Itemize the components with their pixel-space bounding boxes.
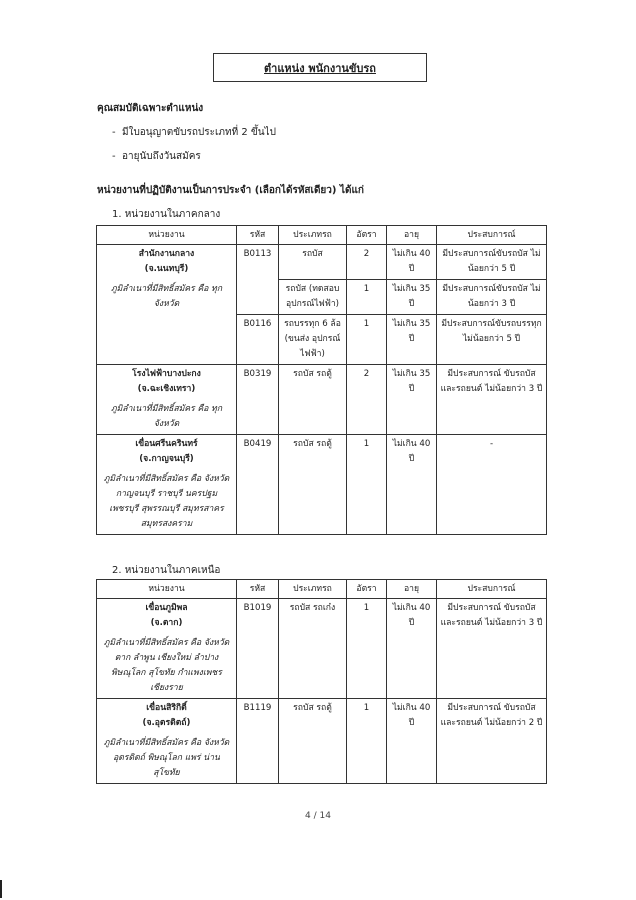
unit-cell bbox=[97, 435, 237, 535]
age-cell: ไม่เกิน 40 ปี bbox=[387, 435, 437, 535]
experience-cell: มีประสบการณ์ ขับรถบัสและรถยนต์ ไม่น้อยกว่า 3 ปี bbox=[437, 365, 547, 435]
vehicle-cell: รถบัส รถตู้ bbox=[279, 699, 347, 784]
age-cell: ไม่เกิน 40 ปี bbox=[387, 699, 437, 784]
col-header-vehicle: ประเภทรถ bbox=[279, 580, 347, 599]
code-cell: B0319 bbox=[237, 365, 279, 435]
code-cell: B0116 bbox=[237, 315, 279, 365]
age-cell: ไม่เกิน 35 ปี bbox=[387, 365, 437, 435]
table-row bbox=[97, 699, 547, 784]
vehicle-cell: รถบัส รถเก๋ง bbox=[279, 599, 347, 699]
col-header-age: อายุ bbox=[387, 226, 437, 245]
vehicle-cell: รถบัส รถตู้ bbox=[279, 365, 347, 435]
age-cell: ไม่เกิน 40 ปี bbox=[387, 599, 437, 699]
table-row bbox=[97, 245, 547, 280]
rate-cell: 2 bbox=[347, 245, 387, 280]
col-header-code: รหัส bbox=[237, 580, 279, 599]
rate-cell: 1 bbox=[347, 315, 387, 365]
col-header-rate: อัตรา bbox=[347, 226, 387, 245]
rate-cell: 1 bbox=[347, 699, 387, 784]
north-units-table bbox=[96, 579, 547, 784]
code-cell: B1119 bbox=[237, 699, 279, 784]
unit-name: โรงไฟฟ้าบางปะกง bbox=[132, 369, 201, 379]
qualification-item-2: - อายุนับถึงวันสมัคร bbox=[112, 151, 201, 162]
unit-province: (จ.นนทบุรี) bbox=[144, 264, 189, 274]
experience-cell: มีประสบการณ์ขับรถบัส ไม่น้อยกว่า 5 ปี bbox=[437, 245, 547, 280]
unit-name: เขื่อนศรีนครินทร์ bbox=[135, 439, 198, 449]
rate-cell: 1 bbox=[347, 280, 387, 315]
unit-province: (จ.อุตรดิตถ์) bbox=[142, 718, 191, 728]
experience-cell: มีประสบการณ์ ขับรถบัสและรถยนต์ ไม่น้อยกว่า 3 ปี bbox=[437, 599, 547, 699]
position-title: ตำแหน่ง พนักงานขับรถ bbox=[264, 61, 376, 75]
unit-name: เขื่อนภูมิพล bbox=[145, 603, 188, 613]
position-title-box bbox=[213, 53, 427, 82]
unit-province: (จ.กาญจนบุรี) bbox=[139, 454, 194, 464]
experience-cell: - bbox=[437, 435, 547, 535]
table-header-row bbox=[97, 580, 547, 599]
vehicle-cell: รถบัส (ทดสอบ อุปกรณ์ไฟฟ้า) bbox=[279, 280, 347, 315]
unit-cell bbox=[97, 245, 237, 365]
vehicle-cell: รถบัส รถตู้ bbox=[279, 435, 347, 535]
unit-cell bbox=[97, 699, 237, 784]
central-region-heading: 1. หน่วยงานในภาคกลาง bbox=[112, 209, 221, 220]
unit-domicile: ภูมิลำเนาที่มีสิทธิ์สมัคร คือ จังหวัด กาญจนบุรี ราชบุรี นครปฐม เพชรบุรี สุพรรณบุรี สมุทรสาคร สมุทรสงคราม bbox=[103, 474, 230, 529]
table-row bbox=[97, 365, 547, 435]
vehicle-cell: รถบรรทุก 6 ล้อ (ขนส่ง อุปกรณ์ไฟฟ้า) bbox=[279, 315, 347, 365]
central-units-table bbox=[96, 225, 547, 535]
col-header-code: รหัส bbox=[237, 226, 279, 245]
col-header-experience: ประสบการณ์ bbox=[437, 226, 547, 245]
units-heading: หน่วยงานที่ปฏิบัติงานเป็นการประจำ (เลือกได้รหัสเดียว) ได้แก่ bbox=[97, 185, 364, 196]
col-header-rate: อัตรา bbox=[347, 580, 387, 599]
experience-cell: มีประสบการณ์ ขับรถบัสและรถยนต์ ไม่น้อยกว่า 2 ปี bbox=[437, 699, 547, 784]
col-header-unit: หน่วยงาน bbox=[97, 226, 237, 245]
age-cell: ไม่เกิน 40 ปี bbox=[387, 245, 437, 280]
unit-cell bbox=[97, 365, 237, 435]
age-cell: ไม่เกิน 35 ปี bbox=[387, 315, 437, 365]
age-cell: ไม่เกิน 35 ปี bbox=[387, 280, 437, 315]
experience-cell: มีประสบการณ์ขับรถบัส ไม่น้อยกว่า 3 ปี bbox=[437, 280, 547, 315]
unit-name: สำนักงานกลาง bbox=[138, 249, 195, 259]
vehicle-cell: รถบัส bbox=[279, 245, 347, 280]
table-row bbox=[97, 599, 547, 699]
north-region-heading: 2. หน่วยงานในภาคเหนือ bbox=[112, 565, 221, 576]
rate-cell: 1 bbox=[347, 435, 387, 535]
unit-province: (จ.ฉะเชิงเทรา) bbox=[137, 384, 196, 394]
unit-domicile: ภูมิลำเนาที่มีสิทธิ์สมัคร คือ จังหวัด อุตรดิตถ์ พิษณุโลก แพร่ น่าน สุโขทัย bbox=[103, 738, 230, 778]
unit-domicile: ภูมิลำเนาที่มีสิทธิ์สมัคร คือ ทุกจังหวัด bbox=[110, 284, 223, 309]
code-cell: B0113 bbox=[237, 245, 279, 315]
unit-cell bbox=[97, 599, 237, 699]
code-cell: B0419 bbox=[237, 435, 279, 535]
unit-province: (จ.ตาก) bbox=[150, 618, 183, 628]
rate-cell: 2 bbox=[347, 365, 387, 435]
experience-cell: มีประสบการณ์ขับรถบรรทุก ไม่น้อยกว่า 5 ปี bbox=[437, 315, 547, 365]
code-cell: B1019 bbox=[237, 599, 279, 699]
col-header-age: อายุ bbox=[387, 580, 437, 599]
table-header-row bbox=[97, 226, 547, 245]
table-row bbox=[97, 435, 547, 535]
col-header-vehicle: ประเภทรถ bbox=[279, 226, 347, 245]
unit-domicile: ภูมิลำเนาที่มีสิทธิ์สมัคร คือ ทุกจังหวัด bbox=[110, 404, 223, 429]
unit-name: เขื่อนสิริกิติ์ bbox=[146, 703, 187, 713]
qualifications-heading: คุณสมบัติเฉพาะตำแหน่ง bbox=[97, 103, 204, 114]
rate-cell: 1 bbox=[347, 599, 387, 699]
unit-domicile: ภูมิลำเนาที่มีสิทธิ์สมัคร คือ จังหวัด ตาก ลำพูน เชียงใหม่ ลำปาง พิษณุโลก สุโขทัย กำแพงเพชร เชียงราย bbox=[103, 638, 230, 693]
col-header-experience: ประสบการณ์ bbox=[437, 580, 547, 599]
col-header-unit: หน่วยงาน bbox=[97, 580, 237, 599]
qualification-item-1: - มีใบอนุญาตขับรถประเภทที่ 2 ขึ้นไป bbox=[112, 127, 276, 138]
page-number: 4 / 14 bbox=[305, 811, 331, 821]
scan-edge-mark bbox=[0, 880, 2, 898]
